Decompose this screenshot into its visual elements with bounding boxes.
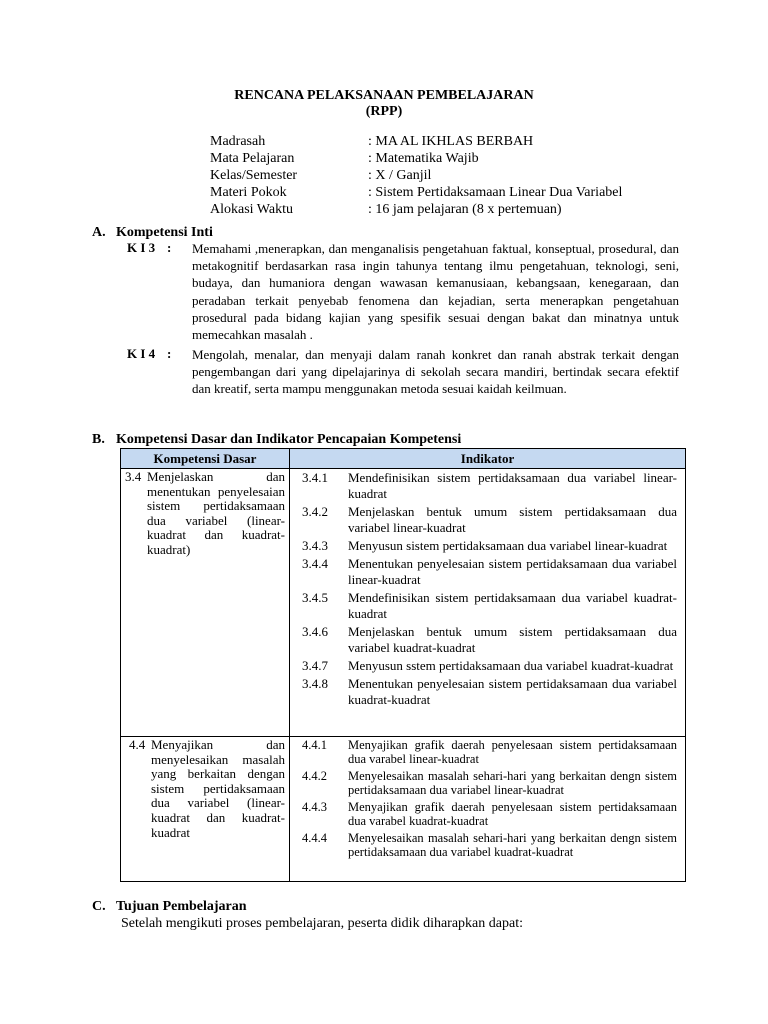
table-row — [121, 469, 686, 737]
info-row — [210, 184, 622, 201]
indicator-text: Menyelesaikan masalah sehari-hari yang berkaitan dengn sistem pertidaksamaan dua variabel kuadrat-kuadrat — [348, 831, 677, 859]
ki-label: K I 4 — [127, 346, 156, 361]
indicator-number: 4.4.4 — [302, 831, 327, 845]
info-value: : Matematika Wajib — [368, 151, 479, 166]
indicator-number: 4.4.3 — [302, 800, 327, 814]
indicator-item — [302, 590, 677, 622]
info-label: Alokasi Waktu — [210, 202, 293, 217]
ki-3 — [127, 240, 679, 343]
section-title: Tujuan Pembelajaran — [116, 899, 247, 914]
ki-4 — [127, 346, 679, 398]
kd-number: 3.4 — [125, 469, 142, 484]
indicator-item — [302, 738, 677, 766]
indicator-item — [302, 504, 677, 536]
tujuan-intro-text: Setelah mengikuti proses pembelajaran, peserta didik diharapkan dapat: — [121, 916, 523, 931]
column-header-indikator: Indikator — [290, 449, 686, 469]
indicator-text: Menentukan penyelesaian sistem pertidaksamaan dua variabel kuadrat-kuadrat — [348, 676, 677, 707]
indicator-text: Menyelesaikan masalah sehari-hari yang berkaitan dengn sistem pertidaksamaan dua variabel linear-kuadrat — [348, 769, 677, 797]
kd-cell — [121, 469, 290, 737]
indicator-number: 3.4.5 — [302, 590, 328, 605]
table-row — [121, 737, 686, 882]
table-header-row — [121, 449, 686, 469]
indicator-item — [302, 556, 677, 588]
indicator-number: 3.4.1 — [302, 470, 328, 485]
indicator-number: 3.4.7 — [302, 658, 328, 673]
indicator-text: Menyusun sistem pertidaksamaan dua variabel linear-kuadrat — [348, 538, 668, 553]
section-b-heading — [92, 432, 461, 448]
indicator-number: 3.4.4 — [302, 556, 328, 571]
info-row — [210, 150, 622, 167]
info-value: : Sistem Pertidaksamaan Linear Dua Variabel — [368, 185, 623, 200]
section-c-heading — [92, 899, 247, 915]
document-subtitle: (RPP) — [365, 104, 403, 119]
column-header-kd: Kompetensi Dasar — [121, 449, 290, 469]
indicator-number: 3.4.6 — [302, 624, 328, 639]
indicator-item — [302, 624, 677, 656]
kd-number: 4.4 — [129, 737, 146, 752]
section-title: Kompetensi Dasar dan Indikator Pencapaian Kompetensi — [116, 432, 462, 447]
kd-cell — [121, 737, 290, 882]
indicator-item — [302, 658, 677, 674]
competency-table — [120, 448, 686, 882]
indicator-text: Menentukan penyelesaian sistem pertidaksamaan dua variabel linear-kuadrat — [348, 556, 677, 587]
indicator-item — [302, 769, 677, 797]
indicator-number: 4.4.2 — [302, 769, 327, 783]
ki-text: Mengolah, menalar, dan menyaji dalam ranah konkret dan ranah abstrak terkait dengan pengembangan dari yang dipelajarinya di sekolah secara mandiri, bertindak secara efektif dan kreatif, serta mampu menggunakan metoda sesuai kaidah keilmuan. — [192, 347, 679, 397]
indicator-cell — [290, 469, 686, 737]
info-value: : X / Ganjil — [368, 168, 432, 183]
kd-text: Menjelaskan dan menentukan penyelesaian sistem pertidaksamaan dua variabel (linear-kuadrat dan kuadrat-kuadrat) — [147, 469, 285, 557]
info-row — [210, 133, 622, 150]
indicator-item — [302, 831, 677, 859]
indicator-number: 3.4.8 — [302, 676, 328, 691]
indicator-number: 4.4.1 — [302, 738, 327, 752]
info-label: Kelas/Semester — [210, 168, 298, 183]
document-title: RENCANA PELAKSANAAN PEMBELAJARAN — [234, 88, 534, 103]
indicator-text: Menyusun sstem pertidaksamaan dua variabel kuadrat-kuadrat — [348, 658, 674, 673]
info-label: Madrasah — [210, 134, 266, 149]
indicator-item — [302, 676, 677, 708]
indicator-item — [302, 800, 677, 828]
ki-text: Memahami ,menerapkan, dan menganalisis pengetahuan faktual, konseptual, prosedural, dan metakognitif berdasarkan rasa ingin tahunya tentang ilmu pengetahuan, teknologi, seni, budaya, dan humaniora dengan wawasan kemanusiaan, kebangsaan, kenegaraan, dan peradaban terkait penyebab fenomena dan kejadian, serta menerapkan pengetahuan prosedural pada bidang kajian yang spesifik sesuai dengan bakat dan minatnya untuk memecahkan masalah . — [192, 241, 679, 343]
info-label: Mata Pelajaran — [210, 151, 295, 166]
indicator-text: Menjelaskan bentuk umum sistem pertidaksamaan dua variabel kuadrat-kuadrat — [348, 624, 677, 655]
info-label: Materi Pokok — [210, 185, 287, 200]
indicator-number: 3.4.2 — [302, 504, 328, 519]
ki-label: K I 3 — [127, 240, 156, 255]
info-row — [210, 167, 622, 184]
ki-colon: : — [167, 346, 172, 361]
info-value: : MA AL IKHLAS BERBAH — [368, 134, 534, 149]
ki-colon: : — [167, 240, 172, 255]
identity-block — [210, 133, 622, 218]
indicator-text: Menyajikan grafik daerah penyelesaan sistem pertidaksamaan dua varabel kuadrat-kuadrat — [348, 800, 677, 828]
section-letter: B. — [92, 432, 105, 447]
indicator-cell — [290, 737, 686, 882]
indicator-text: Menyajikan grafik daerah penyelesaan sistem pertidaksamaan dua varabel linear-kuadrat — [348, 738, 677, 766]
indicator-item — [302, 470, 677, 502]
kd-text: Menyajikan dan menyelesaikan masalah yang berkaitan dengan sistem pertidaksamaan dua variabel (linear-kuadrat dan kuadrat-kuadrat — [151, 737, 285, 840]
info-row — [210, 201, 622, 218]
indicator-item — [302, 538, 677, 554]
section-a-heading — [92, 225, 213, 241]
section-letter: C. — [92, 899, 106, 914]
indicator-text: Mendefinisikan sistem pertidaksamaan dua variabel kuadrat-kuadrat — [348, 590, 677, 621]
section-title: Kompetensi Inti — [116, 225, 213, 240]
indicator-number: 3.4.3 — [302, 538, 328, 553]
section-letter: A. — [92, 225, 106, 240]
info-value: : 16 jam pelajaran (8 x pertemuan) — [368, 202, 562, 217]
indicator-text: Menjelaskan bentuk umum sistem pertidaksamaan dua variabel linear-kuadrat — [348, 504, 677, 535]
indicator-text: Mendefinisikan sistem pertidaksamaan dua variabel linear-kuadrat — [348, 470, 677, 501]
